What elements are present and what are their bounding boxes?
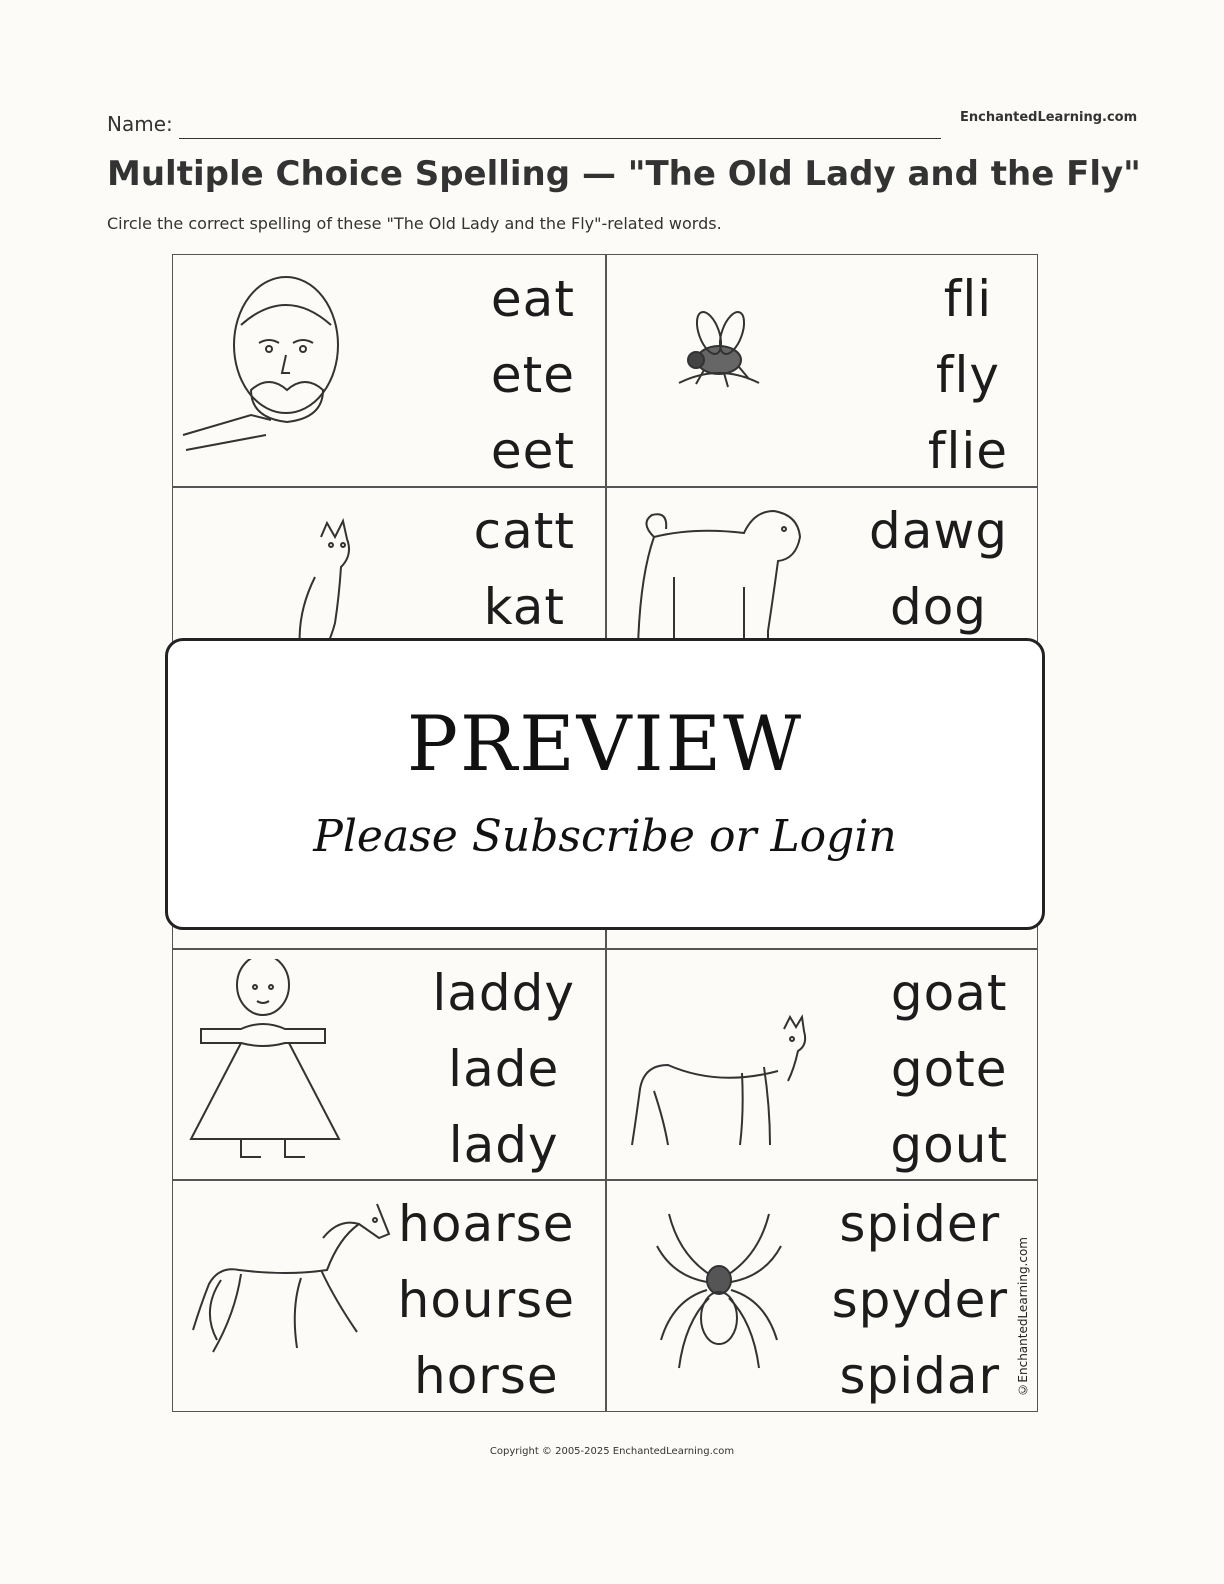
- word-option[interactable]: eat: [490, 270, 575, 328]
- preview-title: PREVIEW: [406, 699, 804, 788]
- word-option[interactable]: fly: [935, 346, 1000, 404]
- word-option[interactable]: horse: [414, 1347, 559, 1405]
- word-option[interactable]: spyder: [831, 1271, 1008, 1329]
- word-option[interactable]: kat: [483, 578, 565, 636]
- fly-icon: [614, 265, 824, 475]
- word-cell: [606, 255, 1038, 486]
- word-option[interactable]: catt: [473, 502, 575, 560]
- subscribe-login-link[interactable]: Please Subscribe or Login: [313, 811, 897, 862]
- site-tag: EnchantedLearning.com: [960, 110, 1138, 125]
- word-cell: [606, 949, 1038, 1180]
- word-option[interactable]: lade: [448, 1040, 560, 1098]
- word-choices: [928, 261, 1008, 486]
- word-choices: [890, 955, 1008, 1180]
- word-option[interactable]: flie: [927, 422, 1008, 480]
- name-label: Name:: [107, 112, 173, 136]
- word-option[interactable]: gote: [890, 1040, 1008, 1098]
- horse-icon: [181, 1190, 391, 1400]
- word-option[interactable]: goat: [890, 964, 1008, 1022]
- word-option[interactable]: dawg: [868, 502, 1008, 560]
- word-choices: [398, 1186, 575, 1411]
- word-choices: [869, 493, 1008, 645]
- instructions: Circle the correct spelling of these "The Old Lady and the Fly"-related words.: [107, 214, 722, 233]
- word-choices: [474, 493, 575, 645]
- word-choices: [432, 955, 575, 1180]
- word-option[interactable]: ete: [490, 346, 575, 404]
- word-cell: [606, 1180, 1038, 1411]
- word-option[interactable]: hourse: [397, 1271, 575, 1329]
- word-option[interactable]: hoarse: [398, 1195, 575, 1253]
- credit-text: ©EnchantedLearning.com: [1016, 1237, 1030, 1397]
- word-option[interactable]: spidar: [839, 1347, 1001, 1405]
- word-option[interactable]: dog: [889, 578, 988, 636]
- word-cell: [173, 1180, 605, 1411]
- word-option[interactable]: spider: [839, 1195, 1001, 1253]
- word-option[interactable]: eet: [490, 422, 575, 480]
- word-option[interactable]: lady: [448, 1116, 559, 1174]
- goat-icon: [614, 959, 824, 1169]
- page-title: Multiple Choice Spelling — "The Old Lady and the Fly": [107, 154, 1141, 194]
- preview-overlay[interactable]: [165, 638, 1045, 930]
- eat-icon: [181, 265, 391, 475]
- word-option[interactable]: fli: [943, 270, 993, 328]
- word-option[interactable]: gout: [890, 1116, 1008, 1174]
- word-choices: [832, 1186, 1008, 1411]
- word-option[interactable]: laddy: [432, 964, 575, 1022]
- word-cell: [173, 949, 605, 1180]
- lady-icon: [181, 959, 391, 1169]
- copyright: Copyright © 2005-2025 EnchantedLearning.com: [489, 1446, 735, 1457]
- spider-icon: [614, 1190, 824, 1400]
- word-choices: [491, 261, 575, 486]
- word-cell: [173, 255, 605, 486]
- name-row: [107, 110, 1138, 144]
- name-line[interactable]: [179, 138, 941, 139]
